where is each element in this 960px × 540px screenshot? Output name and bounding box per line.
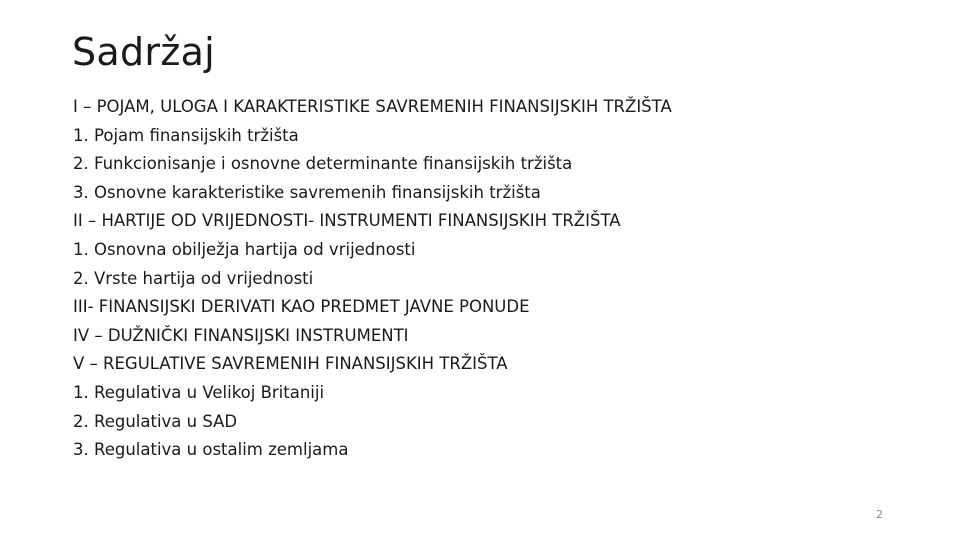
- toc-subsection: 1. Pojam finansijskih tržišta: [73, 125, 299, 145]
- toc-subsection: 2. Vrste hartija od vrijednosti: [73, 268, 314, 288]
- toc-section-heading: V – REGULATIVE SAVREMENIH FINANSIJSKIH TRŽIŠTA: [73, 354, 508, 374]
- toc-subsection: 2. Regulativa u SAD: [73, 411, 238, 431]
- toc-section-heading: III- FINANSIJSKI DERIVATI KAO PREDMET JAVNE PONUDE: [73, 297, 530, 317]
- slide-title: Sadržaj: [72, 30, 216, 74]
- toc-subsection: 2. Funkcionisanje i osnovne determinante finansijskih tržišta: [73, 154, 573, 174]
- toc-subsection: 3. Regulativa u ostalim zemljama: [73, 440, 349, 460]
- toc-subsection: 3. Osnovne karakteristike savremenih finansijskih tržišta: [73, 182, 541, 202]
- toc-subsection: 1. Osnovna obilježja hartija od vrijednosti: [73, 239, 416, 259]
- toc-subsection: 1. Regulativa u Velikoj Britaniji: [73, 382, 325, 402]
- toc-section-heading: I – POJAM, ULOGA I KARAKTERISTIKE SAVREMENIH FINANSIJSKIH TRŽIŠTA: [73, 97, 672, 116]
- toc-section-heading: II – HARTIJE OD VRIJEDNOSTI- INSTRUMENTI FINANSIJSKIH TRŽIŠTA: [73, 211, 621, 231]
- page-number: 2: [876, 508, 883, 521]
- table-of-contents: [73, 93, 672, 465]
- toc-section-heading: IV – DUŽNIČKI FINANSIJSKI INSTRUMENTI: [73, 325, 409, 345]
